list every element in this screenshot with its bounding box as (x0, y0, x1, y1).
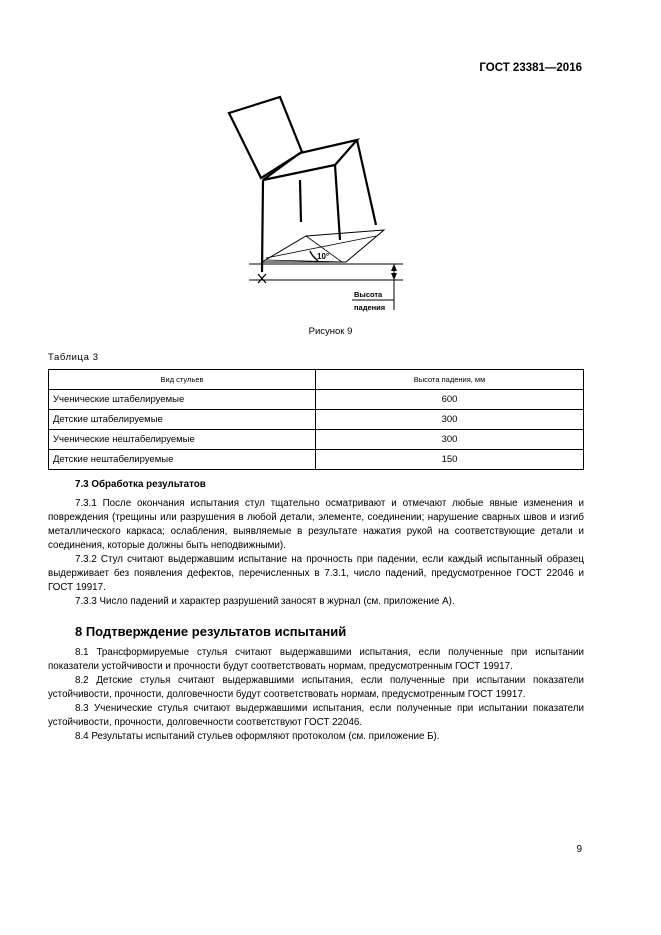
section-heading: 7.3 Обработка результатов (75, 479, 206, 490)
table-row (49, 430, 584, 450)
chair-back (229, 97, 302, 178)
paragraph: 8.4 Результаты испытаний стульев оформляют протоколом (см. приложение Б). (75, 731, 440, 742)
chair-drop-test-figure (220, 90, 420, 320)
drop-height-table (48, 369, 584, 470)
page-number: 9 (576, 844, 582, 855)
table-cell: 150 (316, 450, 584, 470)
table-cell: Детские нештабелируемые (49, 450, 316, 470)
document-header: ГОСТ 23381—2016 (479, 62, 582, 74)
figure-caption: Рисунок 9 (308, 326, 353, 337)
paragraph: 8.1 Трансформируемые стулья считают выдержавшими испытания, если полученные при испытании показатели устойчивости и прочности будут соответствовать нормам, предусмотренным ГОСТ 19917. (48, 647, 584, 672)
paragraph: 8.2 Детские стулья считают выдержавшими испытания, если полученные при испытании показатели устойчивости, прочности, долговечности будут соответствовать нормам, предусмотренным ГОСТ 19917. (48, 675, 584, 700)
section-7-3 (48, 478, 584, 609)
section-heading: 8 Подтверждение результатов испытаний (75, 624, 347, 639)
chair-leg-back-left (300, 180, 301, 222)
table-row (49, 450, 584, 470)
table-header-row (49, 370, 584, 390)
height-label-line2: падения (354, 303, 386, 312)
paragraph: 8.3 Ученические стулья считают выдержавшими испытания, если полученные при испытании показатели устойчивости, прочности, долговечности соответствуют ГОСТ 22046. (48, 703, 584, 728)
chair-seat (263, 140, 357, 180)
chair-leg-front-right (335, 165, 340, 240)
table-caption: Таблица 3 (48, 352, 99, 363)
table-cell: Детские штабелируемые (49, 410, 316, 430)
paragraph: 7.3.1 После окончания испытания стул тщательно осматривают и отмечают любые явные изменения и повреждения (трещины или разрушения в любой детали, элементе, соединении; нарушение сварных швов и изгиб металлического каркаса; ослабления, выявляемые в результате нажатия рукой на соответствующие детали и соединения, которые должны быть неподвижными). (48, 498, 584, 551)
table-cell: 300 (316, 410, 584, 430)
chair-leg-front-left (262, 180, 263, 272)
angle-label: 10° (317, 252, 330, 261)
table-cell: 600 (316, 390, 584, 410)
paragraph: 7.3.3 Число падений и характер разрушений заносят в журнал (см. приложение А). (75, 596, 455, 607)
column-header: Вид стульев (49, 370, 316, 390)
section-8 (48, 625, 584, 744)
column-header: Высота падения, мм (316, 370, 584, 390)
chair-leg-back-right (357, 140, 376, 225)
table-cell: Ученические штабелируемые (49, 390, 316, 410)
table-cell: 300 (316, 430, 584, 450)
table-row (49, 390, 584, 410)
paragraph: 7.3.2 Стул считают выдержавшим испытание на прочность при падении, если каждый испытанный образец выдерживает без появления дефектов, перечисленных в 7.3.1, число падений, предусмотренное ГОСТ 22046 и ГОСТ 19917. (48, 554, 584, 593)
table-cell: Ученические нештабелируемые (49, 430, 316, 450)
table-row (49, 410, 584, 430)
height-label-line1: Высота (354, 290, 383, 299)
